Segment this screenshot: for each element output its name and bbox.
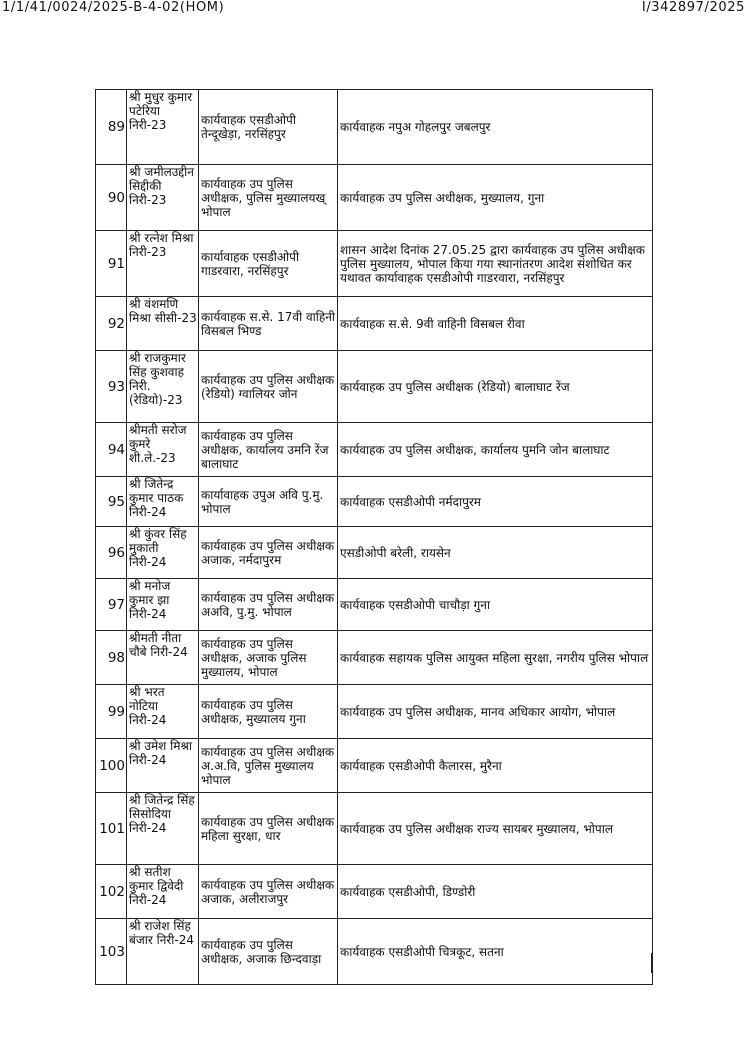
serial-number: 103	[96, 919, 127, 985]
new-posting: एसडीओपी बरेली, रायसेन	[338, 527, 653, 579]
officer-name: श्री कुंवर सिंह मुकाती निरी-24	[127, 527, 199, 579]
table-row	[96, 165, 653, 231]
current-posting: कार्यवाहक उप पुलिस अधीक्षक महिला सुरक्षा, धार	[199, 793, 338, 865]
new-posting: कार्यवाहक एसडीओपी, डिण्डोरी	[338, 865, 653, 919]
table-row	[96, 793, 653, 865]
table-continuation	[95, 953, 652, 973]
serial-number: 98	[96, 631, 127, 685]
officer-name: श्री मुधुर कुमार पटेरिया निरी-23	[127, 90, 199, 165]
current-posting: कार्यवाहक उप पुलिस अधीक्षक अ.अ.वि, पुलिस मुख्यालय भोपाल	[199, 739, 338, 793]
officer-name: श्री जितेन्द्र कुमार पाठक निरी-24	[127, 477, 199, 527]
new-posting: कार्यवाहक नपुअ गोहलपुर जबलपुर	[338, 90, 653, 165]
table-row	[96, 685, 653, 739]
officer-name: श्री वंशमणि मिश्रा सीसी-23	[127, 297, 199, 351]
current-posting: कार्यवाहक उप पुलिस अधीक्षक (रेडियो) ग्वालियर जोन	[199, 351, 338, 423]
table-row	[96, 351, 653, 423]
current-posting: कार्यवाहक उप पुलिस अधीक्षक, मुख्यालय गुना	[199, 685, 338, 739]
transfer-table	[95, 89, 653, 985]
current-posting: कार्यावाहक उपुअ अवि पु.मु. भोपाल	[199, 477, 338, 527]
officer-name: श्री जमीलउद्दीन सिद्दीकी निरी-23	[127, 165, 199, 231]
serial-number: 90	[96, 165, 127, 231]
new-posting: कार्यवाहक सहायक पुलिस आयुक्त महिला सुरक्षा, नगरीय पुलिस भोपाल	[338, 631, 653, 685]
officer-name: श्री सतीश कुमार द्विवेदी निरी-24	[127, 865, 199, 919]
table-row	[96, 297, 653, 351]
table-row	[96, 919, 653, 985]
new-posting: कार्यवाहक उप पुलिस अधीक्षक, मुख्यालय, गुना	[338, 165, 653, 231]
new-posting: शासन आदेश दिनांक 27.05.25 द्वारा कार्यवाहक उप पुलिस अधीक्षक पुलिस मुख्यालय, भोपाल किया गया स्थानांतरण आदेश संशोधित कर यथावत कार्यावाहक एसडीओपी गाडरवारा, नरसिंहपुर	[338, 231, 653, 297]
new-posting: कार्यवाहक उप पुलिस अधीक्षक, मानव अधिकार आयोग, भोपाल	[338, 685, 653, 739]
officer-name: श्री भरत नोटिया निरी-24	[127, 685, 199, 739]
current-posting: कार्यवाहक उप पुलिस अधीक्षक अअवि, पु.मु. भोपाल	[199, 579, 338, 631]
new-posting: कार्यवाहक उप पुलिस अधीक्षक, कार्यालय पुमनि जोन बालाघाट	[338, 423, 653, 477]
reference-number: I/342897/2025	[641, 0, 745, 15]
serial-number: 94	[96, 423, 127, 477]
new-posting: कार्यवाहक उप पुलिस अधीक्षक (रेडियो) बालाघाट रेंज	[338, 351, 653, 423]
current-posting: कार्यवाहक उप पुलिस अधीक्षक अजाक, नर्मदापुरम	[199, 527, 338, 579]
new-posting: कार्यवाहक एसडीओपी चित्रकूट, सतना	[338, 919, 653, 985]
serial-number: 91	[96, 231, 127, 297]
table-row	[96, 739, 653, 793]
current-posting: कार्यवाहक एसडीओपी तेन्दूखेड़ा, नरसिंहपुर	[199, 90, 338, 165]
current-posting: कार्यवाहक उप पुलिस अधीक्षक, अजाक छिन्दवाड़ा	[199, 919, 338, 985]
new-posting: कार्यवाहक एसडीओपी नर्मदापुरम	[338, 477, 653, 527]
officer-name: श्री रत्नेश मिश्रा निरी-23	[127, 231, 199, 297]
officer-name: श्रीमती सरोज कुमरे शी.ले.-23	[127, 423, 199, 477]
serial-number: 95	[96, 477, 127, 527]
officer-name: श्रीमती नीता चौबे निरी-24	[127, 631, 199, 685]
serial-number: 99	[96, 685, 127, 739]
current-posting: कार्यवाहक स.से. 17वी वाहिनी विसबल भिण्ड	[199, 297, 338, 351]
table-row	[96, 423, 653, 477]
serial-number: 93	[96, 351, 127, 423]
serial-number: 102	[96, 865, 127, 919]
new-posting: कार्यवाहक उप पुलिस अधीक्षक राज्य सायबर मुख्यालय, भोपाल	[338, 793, 653, 865]
serial-number: 97	[96, 579, 127, 631]
current-posting: कार्यवाहक उप पुलिस अधीक्षक, पुलिस मुख्यालयख् भोपाल	[199, 165, 338, 231]
table-row	[96, 527, 653, 579]
serial-number: 100	[96, 739, 127, 793]
officer-name: श्री राजेश सिंह बंजार निरी-24	[127, 919, 199, 985]
serial-number: 92	[96, 297, 127, 351]
current-posting: कार्यवाहक उप पुलिस अधीक्षक अजाक, अलीराजपुर	[199, 865, 338, 919]
serial-number: 101	[96, 793, 127, 865]
officer-name: श्री मनोज कुमार झा निरी-24	[127, 579, 199, 631]
file-number: 1/1/41/0024/2025-B-4-02(HOM)	[2, 0, 225, 15]
current-posting: कार्यवाहक उप पुलिस अधीक्षक, अजाक पुलिस मुख्यालय, भोपाल	[199, 631, 338, 685]
new-posting: कार्यवाहक स.से. 9वी वाहिनी विसबल रीवा	[338, 297, 653, 351]
officer-name: श्री जितेन्द्र सिंह सिसोदिया निरी-24	[127, 793, 199, 865]
serial-number: 96	[96, 527, 127, 579]
new-posting: कार्यवाहक एसडीओपी कैलारस, मुरैना	[338, 739, 653, 793]
serial-number: 89	[96, 90, 127, 165]
current-posting: कार्यावाहक एसडीओपी गाडरवारा, नरसिंहपुर	[199, 231, 338, 297]
table-row	[96, 231, 653, 297]
table-row	[96, 579, 653, 631]
table-row	[96, 477, 653, 527]
table-row	[96, 865, 653, 919]
officer-name: श्री राजकुमार सिंह कुशवाह निरी. (रेडियो)-23	[127, 351, 199, 423]
current-posting: कार्यवाहक उप पुलिस अधीक्षक, कार्यालय उमनि रेंज बालाघाट	[199, 423, 338, 477]
officer-name: श्री उमेश मिश्रा निरी-24	[127, 739, 199, 793]
table-row	[96, 90, 653, 165]
table-row	[96, 631, 653, 685]
new-posting: कार्यवाहक एसडीओपी चाचौड़ा गुना	[338, 579, 653, 631]
